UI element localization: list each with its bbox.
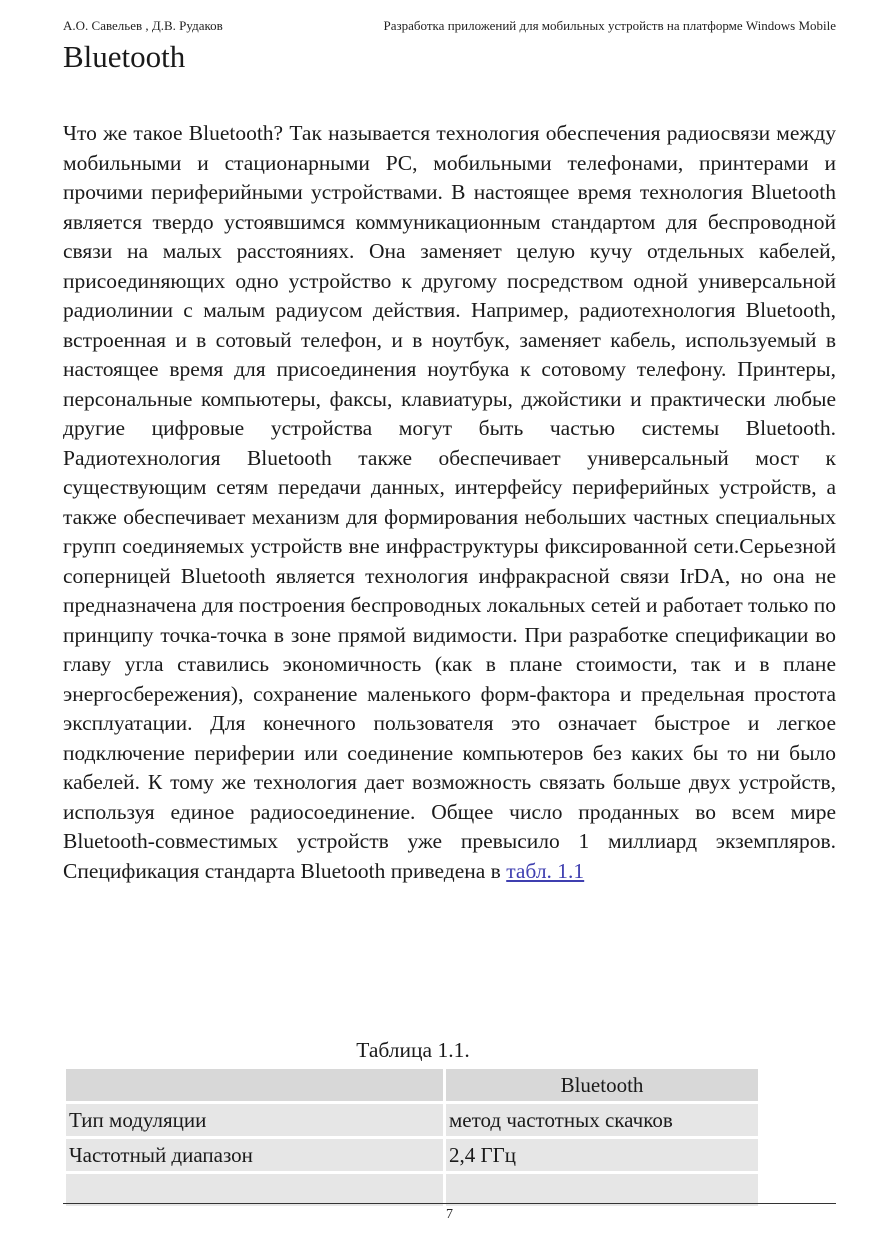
body-paragraph bbox=[63, 119, 836, 886]
header-authors: А.О. Савельев , Д.В. Рудаков bbox=[63, 18, 223, 33]
table-cell-value: метод частотных скачков bbox=[446, 1104, 758, 1136]
table-row bbox=[66, 1174, 758, 1206]
page-header bbox=[63, 17, 836, 35]
table-caption: Таблица 1.1. bbox=[356, 1038, 470, 1062]
table-header-row bbox=[66, 1069, 758, 1101]
paragraph-text: Что же такое Bluetooth? Так называется технология обеспечения радиосвязи между мобильными и стационарными PC, мобильными телефонами, принтерами и прочими периферийными устройствами. В настоящее время технология Bluetooth является твердо устоявшимся коммуникационным стандартом для беспроводной связи на малых расстояниях. Она заменяет целую кучу отдельных кабелей, присоединяющих одно устройство к другому посредством одной универсальной радиолинии с малым радиусом действия. Например, радиотехнология Bluetooth, встроенная и в сотовый телефон, и в ноутбук, заменяет кабель, используемый в настоящее время для присоединения ноутбука к сотовому телефону. Принтеры, персональные компьютеры, факсы, клавиатуры, джойстики и практически любые другие цифровые устройства могут быть частью системы Bluetooth. Радиотехнология Bluetooth также обеспечивает универсальный мост к существующим сетям передачи данных, интерфейсу периферийных устройств, а также обеспечивает механизм для формирования небольших частных специальных групп соединяемых устройств вне инфраструктуры фиксированной сети.Серьезной соперницей Bluetooth является технология инфракрасной связи IrDA, но она не предназначена для построения беспроводных локальных сетей и работает только по принципу точка-точка в зоне прямой видимости. При разработке спецификации во главу угла ставились экономичность (как в плане стоимости, так и в плане энергосбережения), сохранение маленького форм-фактора и предельная простота эксплуатации. Для конечного пользователя это означает быстрое и легкое подключение периферии или соединение компьютеров без каких бы то ни было кабелей. К тому же технология дает возможность связать больше двух устройств, используя единое радиосоединение. Общее число проданных во всем мире Bluetooth-совместимых устройств уже превысило 1 миллиард экземпляров. Спецификация стандарта Bluetooth приведена в bbox=[63, 121, 836, 883]
footer-divider bbox=[63, 1203, 836, 1204]
table-cell-value: 2,4 ГГц bbox=[446, 1139, 758, 1171]
table-cell-param: Частотный диапазон bbox=[66, 1139, 443, 1171]
table-cell-value bbox=[446, 1174, 758, 1206]
page-number: 7 bbox=[446, 1207, 453, 1222]
header-book-title: Разработка приложений для мобильных устройств на платформе Windows Mobile bbox=[383, 18, 836, 33]
table-row bbox=[66, 1104, 758, 1136]
table-cell-param bbox=[66, 1174, 443, 1206]
table-reference-link[interactable]: табл. 1.1 bbox=[506, 858, 585, 883]
table-header-cell-bluetooth: Bluetooth bbox=[446, 1069, 758, 1101]
table-row bbox=[66, 1139, 758, 1171]
table-header-cell-empty bbox=[66, 1069, 443, 1101]
spec-table bbox=[63, 1066, 761, 1209]
table-cell-param: Тип модуляции bbox=[66, 1104, 443, 1136]
section-title: Bluetooth bbox=[63, 39, 186, 74]
